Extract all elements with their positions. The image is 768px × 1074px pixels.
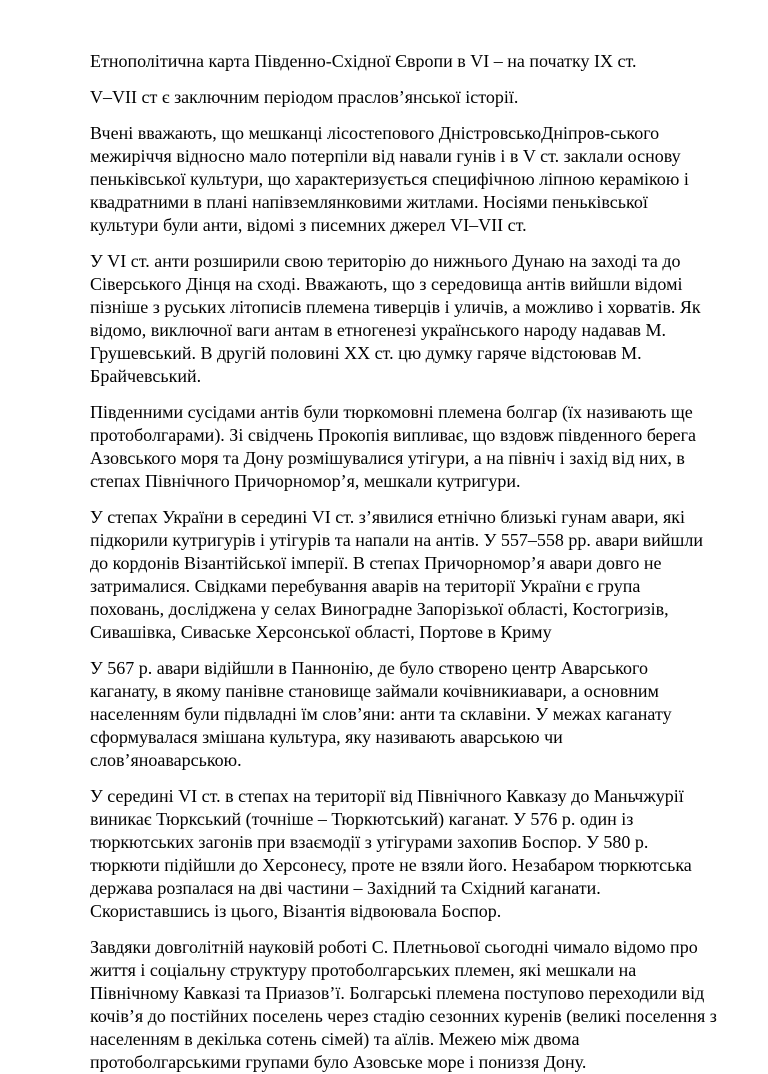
paragraph-5: У степах України в середині VI ст. з’явилися етнічно близькі гунам авари, які підкорили кутригурів і утігурів та напали на антів. У 557–558 рр. авари вийшли до кордонів Візантійської імперії. В степах Причорномор’я авари довго не затрималися. Свідками перебування аварів на території України є група поховань, досліджена у селах Виноградне Запорізької області, Костогризів, Сивашівка, Сиваське Херсонської області, Портове в Криму <box>90 507 704 642</box>
document-title: Етнополітична карта Південно-Східної Європи в VI – на початку IX ст. <box>90 51 637 71</box>
paragraph-7: У середині VI ст. в степах на території від Північного Кавказу до Маньчжурії виникає Тюркський (точніше – Тюркютський) каганат. У 576 р. один із тюркютських загонів при взаємодії з утігурами захопив Боспор. У 580 р. тюркюти підійшли до Херсонесу, проте не взяли його. Незабаром тюркютська держава розпалася на дві частини – Західний та Східний каганати. Скориставшись із цього, Візантія відвоювала Боспор. <box>90 786 692 921</box>
paragraph-4: Південними сусідами антів були тюркомовні племена болгар (їх називають ще протоболгарами). Зі свідчень Прокопія випливає, що вздовж південного берега Азовського моря та Дону розмішувалися утігури, а на північ і захід від них, в степах Північного Причорномор’я, мешкали кутригури. <box>90 402 696 491</box>
paragraph-6: У 567 р. авари відійшли в Паннонію, де було створено центр Аварського каганату, в якому панівне становище займали кочівникиавари, а основним населенням були підвладні їм слов’яни: анти та склавіни. У межах каганату сформувалася змішана культура, яку називають аварською чи слов’яноаварською. <box>90 658 672 770</box>
paragraph-3: У VI ст. анти розширили свою територію до нижнього Дунаю на заході та до Сіверського Дінця на сході. Вважають, що з середовища антів вийшли відомі пізніше з руських літописів племена тиверців і уличів, а можливо і хорватів. Як відомо, виключної ваги антам в етногенезі українського народу надавав М. Грушевський. В другій половині ХХ ст. цю думку гаряче відстоював М. Брайчевський. <box>90 251 701 386</box>
paragraph-2: Вчені вважають, що мешканці лісостепового ДністровськоДніпров-ського межиріччя відносно мало потерпіли від навали гунів і в V ст. заклали основу пеньківської культури, що характеризується специфічною ліпною керамікою і квадратними в плані напівземлянковими житлами. Носіями пеньківської культури були анти, відомі з писемних джерел VI–VII ст. <box>90 123 689 235</box>
paragraph-1: V–VII ст є заключним періодом праслов’янської історії. <box>90 87 519 107</box>
paragraph-8: Завдяки довголітній науковій роботі С. Плетньової сьогодні чимало відомо про життя і соціальну структуру протоболгарських племен, які мешкали на Північному Кавказі та Приазов’ї. Болгарські племена поступово переходили від кочів’я до постійних поселень через стадію сезонних куренів (великі поселення з населенням в декілька сотень сімей) та аїлів. Межею між двома протоболгарськими групами було Азовське море і пониззя Дону. <box>90 937 717 1072</box>
